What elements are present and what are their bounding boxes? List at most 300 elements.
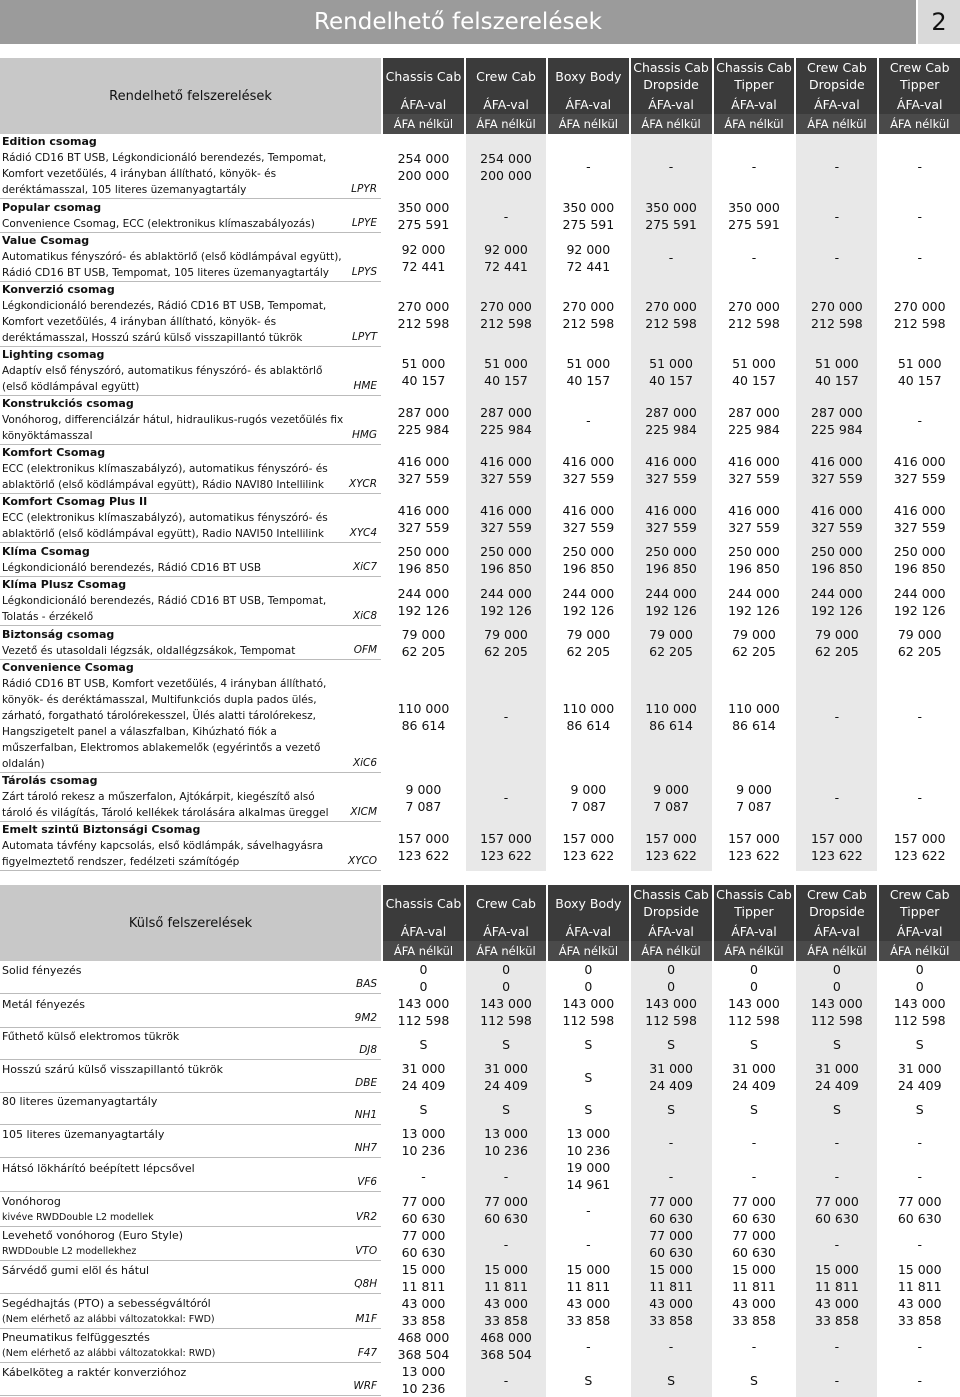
price-with-vat: 416 000 <box>893 453 946 469</box>
price-with-vat: 270 000 <box>811 298 863 314</box>
price-with-vat: 77 000 <box>649 1228 693 1243</box>
price-cell <box>795 1094 878 1125</box>
price-cell <box>795 134 878 199</box>
option-code: XICM <box>350 806 378 818</box>
price-cell <box>878 1193 960 1227</box>
package-box <box>0 660 381 773</box>
package-description <box>0 347 382 396</box>
price-without-vat: 24 409 <box>897 1078 942 1093</box>
price-cell <box>713 1029 796 1060</box>
price-without-vat: 196 850 <box>728 561 780 576</box>
price-with-vat: 250 000 <box>562 544 615 559</box>
price-with-vat: - <box>917 1236 922 1252</box>
price-with-vat: 143 000 <box>893 996 946 1011</box>
price-with-vat: - <box>586 1236 591 1252</box>
price-with-vat: - <box>834 1338 840 1354</box>
price-without-vat: 368 504 <box>480 1347 532 1362</box>
price-cell <box>465 995 547 1029</box>
price-without-vat: 225 984 <box>811 421 863 437</box>
price-without-vat: 11 811 <box>484 1279 528 1294</box>
afa-nelkul-header: ÁFA nélkül <box>547 941 629 961</box>
price-without-vat: 327 559 <box>562 470 615 486</box>
price-with-vat: 79 000 <box>897 627 942 642</box>
price-cell <box>547 445 629 494</box>
afa-val-header: ÁFA-val <box>878 94 960 114</box>
price-cell <box>382 1193 465 1227</box>
table-row <box>0 396 960 445</box>
package-description <box>0 660 382 773</box>
price-with-vat: 143 000 <box>397 996 450 1011</box>
price-with-vat: S <box>750 1037 758 1052</box>
price-with-vat: 0 <box>832 962 841 977</box>
price-with-vat: 43 000 <box>815 1296 859 1311</box>
price-with-vat: S <box>502 1102 510 1117</box>
price-without-vat: 112 598 <box>480 1013 532 1028</box>
table-row <box>0 1060 960 1094</box>
model-header <box>382 58 465 94</box>
price-cell <box>795 199 878 233</box>
price-with-vat: 79 000 <box>815 627 859 642</box>
model-name: Chassis Cab <box>716 60 792 75</box>
price-cell <box>465 233 547 282</box>
price-cell <box>547 347 629 396</box>
price-without-vat: 60 630 <box>815 1211 859 1226</box>
price-cell <box>630 347 713 396</box>
price-without-vat: 62 205 <box>732 644 776 659</box>
exterior-description <box>0 1159 382 1193</box>
price-cell <box>878 347 960 396</box>
price-without-vat: 192 126 <box>397 602 450 618</box>
package-box <box>0 577 381 626</box>
price-cell <box>630 199 713 233</box>
price-without-vat: 327 559 <box>893 470 946 486</box>
model-header <box>465 58 547 94</box>
price-with-vat: - <box>834 1372 840 1388</box>
price-cell <box>630 660 713 773</box>
package-description <box>0 233 382 282</box>
price-with-vat: 287 000 <box>728 404 780 420</box>
price-without-vat: 192 126 <box>728 602 780 618</box>
price-cell <box>547 1295 629 1329</box>
package-box <box>0 773 381 822</box>
price-cell <box>465 1060 547 1094</box>
price-cell <box>630 773 713 822</box>
package-title: Klíma Csomag <box>2 544 90 558</box>
price-cell <box>465 1094 547 1125</box>
package-contents: Rádió CD16 BT USB, Komfort vezetőülés, 4 irányban állítható, könyök- és deréktámasszal, Multifunkciós dupla pados ülés, zárható, forgatható tárolórekesszel, Ülés alatti tárolórekesz, Hangszigetelt panel a válaszfalban, Kihúzható fiók a műszerfalban, Elektromos ablakemelők (egyérintős a vezető oldalán) <box>2 678 327 770</box>
price-cell <box>382 199 465 233</box>
price-cell <box>795 396 878 445</box>
price-cell <box>465 626 547 660</box>
model-name: Chassis Cab <box>716 887 792 902</box>
page-title: Rendelhető felszerelések <box>314 9 602 35</box>
price-cell <box>630 1363 713 1397</box>
model-name: Crew Cab <box>807 887 867 902</box>
price-with-vat: 13 000 <box>484 1126 528 1141</box>
price-without-vat: 33 858 <box>649 1313 693 1328</box>
exterior-note: kivéve RWDDouble L2 modellek <box>2 1211 154 1223</box>
price-without-vat: 33 858 <box>732 1313 776 1328</box>
price-cell <box>878 1261 960 1295</box>
afa-nelkul-header: ÁFA nélkül <box>713 941 796 961</box>
price-without-vat: 10 236 <box>566 1143 611 1158</box>
price-with-vat: 51 000 <box>732 355 776 371</box>
price-cell <box>713 199 796 233</box>
model-header <box>630 885 713 921</box>
price-cell <box>630 961 713 995</box>
afa-val-header: ÁFA-val <box>382 921 465 941</box>
table-row <box>0 995 960 1029</box>
price-with-vat: 416 000 <box>562 502 615 518</box>
model-name: Chassis Cab <box>385 895 462 911</box>
package-description <box>0 282 382 347</box>
price-with-vat: 287 000 <box>811 404 863 420</box>
price-cell <box>547 1060 629 1094</box>
price-cell <box>382 134 465 199</box>
price-cell <box>630 1193 713 1227</box>
price-with-vat: 51 000 <box>401 355 446 371</box>
price-with-vat: 244 000 <box>480 585 532 601</box>
price-without-vat: 212 598 <box>645 315 697 331</box>
price-with-vat: 157 000 <box>645 830 697 846</box>
price-cell <box>795 773 878 822</box>
price-cell <box>795 1159 878 1193</box>
price-with-vat: 416 000 <box>397 502 450 518</box>
option-code: VR2 <box>355 1210 378 1223</box>
price-without-vat: 24 409 <box>401 1078 446 1093</box>
price-with-vat: - <box>668 159 674 174</box>
price-cell <box>878 1094 960 1125</box>
price-without-vat: 62 205 <box>566 644 611 659</box>
price-cell <box>465 577 547 626</box>
price-with-vat: S <box>584 1069 593 1085</box>
price-without-vat: 212 598 <box>893 315 946 331</box>
package-box <box>0 347 381 396</box>
price-cell <box>713 134 796 199</box>
price-with-vat: 244 000 <box>811 585 863 601</box>
price-without-vat: 60 630 <box>401 1245 446 1260</box>
price-cell <box>713 1094 796 1125</box>
package-title: Lighting csomag <box>2 348 105 361</box>
price-without-vat: 0 <box>750 979 758 994</box>
price-with-vat: 0 <box>667 962 676 977</box>
exterior-label: Vonóhorog <box>2 1194 61 1208</box>
price-cell <box>382 1227 465 1261</box>
price-with-vat: 157 000 <box>562 830 615 846</box>
price-without-vat: 24 409 <box>815 1078 859 1093</box>
model-variant: Dropside <box>809 904 865 919</box>
table-row <box>0 494 960 543</box>
table-row <box>0 134 960 199</box>
afa-val-header: ÁFA-val <box>630 921 713 941</box>
price-cell <box>382 494 465 543</box>
price-with-vat: 0 <box>750 962 758 977</box>
table-row <box>0 233 960 282</box>
price-cell <box>795 1029 878 1060</box>
price-cell <box>382 773 465 822</box>
price-without-vat: 196 850 <box>893 561 946 576</box>
exterior-description <box>0 1094 382 1125</box>
price-without-vat: 7 087 <box>405 798 442 814</box>
exterior-note: RWDDouble L2 modellekhez <box>2 1245 137 1257</box>
option-code: WRF <box>353 1379 378 1392</box>
price-cell <box>795 961 878 995</box>
price-with-vat: 250 000 <box>893 544 946 559</box>
price-cell <box>465 961 547 995</box>
price-cell <box>713 1125 796 1159</box>
exterior-box <box>0 1228 381 1261</box>
option-code: NH1 <box>354 1109 378 1121</box>
model-name: Crew Cab <box>889 887 950 902</box>
price-with-vat: 110 000 <box>728 700 780 716</box>
exterior-box <box>0 1029 381 1060</box>
price-with-vat: - <box>668 1168 674 1184</box>
price-with-vat: 350 000 <box>562 200 615 215</box>
price-cell <box>795 233 878 282</box>
table-row <box>0 199 960 233</box>
price-with-vat: 31 000 <box>897 1061 942 1076</box>
price-without-vat: 11 811 <box>401 1279 446 1294</box>
package-title: Konverzió csomag <box>2 283 115 296</box>
price-cell <box>465 660 547 773</box>
price-cell <box>630 822 713 871</box>
exterior-label: 80 literes üzemanyagtartály <box>2 1095 158 1108</box>
price-without-vat: 0 <box>584 979 593 994</box>
model-header <box>630 58 713 94</box>
afa-nelkul-header: ÁFA nélkül <box>630 941 713 961</box>
price-cell <box>878 1029 960 1060</box>
price-with-vat: - <box>503 709 509 724</box>
model-name: Chassis Cab <box>633 887 709 902</box>
price-cell <box>547 1227 629 1261</box>
price-with-vat: 77 000 <box>401 1194 446 1209</box>
price-cell <box>713 626 796 660</box>
model-variant: Tipper <box>734 904 774 919</box>
price-cell <box>878 660 960 773</box>
exterior-description <box>0 995 382 1029</box>
price-cell <box>630 233 713 282</box>
price-without-vat: 123 622 <box>893 847 946 863</box>
package-description <box>0 199 382 233</box>
price-with-vat: 143 000 <box>645 996 697 1011</box>
model-header <box>795 58 878 94</box>
price-without-vat: 62 205 <box>897 644 942 659</box>
price-without-vat: 225 984 <box>480 421 532 437</box>
price-with-vat: 19 000 <box>566 1160 611 1175</box>
model-header <box>465 885 547 921</box>
price-with-vat: 350 000 <box>645 200 697 215</box>
model-name: Crew Cab <box>476 895 536 911</box>
afa-val-header: ÁFA-val <box>547 921 629 941</box>
price-cell <box>630 1094 713 1125</box>
price-cell <box>795 494 878 543</box>
price-with-vat: 143 000 <box>480 996 532 1011</box>
price-cell <box>878 1363 960 1397</box>
price-with-vat: 0 <box>502 962 511 977</box>
option-code: LPYS <box>351 266 378 278</box>
price-with-vat: 157 000 <box>893 830 946 846</box>
price-without-vat: 40 157 <box>732 372 776 388</box>
price-without-vat: 123 622 <box>397 847 450 863</box>
price-with-vat: 270 000 <box>480 298 532 314</box>
table-row <box>0 1029 960 1060</box>
price-with-vat: - <box>917 159 922 174</box>
exterior-label: Fűthető külső elektromos tükrök <box>2 1030 180 1043</box>
model-name: Crew Cab <box>806 60 867 75</box>
exterior-description <box>0 1193 382 1227</box>
afa-val-header: ÁFA-val <box>878 921 960 941</box>
price-with-vat: S <box>915 1037 924 1052</box>
package-contents: Vonóhorog, differenciálzár hátul, hidraulikus-rugós vezetőülés fix könyöktámasszal <box>2 414 344 442</box>
price-cell <box>547 995 629 1029</box>
price-without-vat: 86 614 <box>566 717 611 733</box>
price-with-vat: 244 000 <box>645 585 697 601</box>
price-cell <box>878 396 960 445</box>
price-cell <box>547 1363 629 1397</box>
price-cell <box>630 1060 713 1094</box>
price-with-vat: S <box>502 1037 510 1052</box>
exterior-label: Pneumatikus felfüggesztés <box>2 1330 150 1344</box>
price-with-vat: 244 000 <box>893 585 946 601</box>
section-title: Külső felszerelések <box>0 885 382 961</box>
price-without-vat: 0 <box>667 979 676 994</box>
table-row <box>0 445 960 494</box>
price-without-vat: 40 157 <box>566 372 611 388</box>
price-cell <box>795 995 878 1029</box>
price-cell <box>465 445 547 494</box>
model-name: Boxy Body <box>555 68 622 84</box>
price-without-vat: 24 409 <box>649 1078 693 1093</box>
table-row <box>0 543 960 577</box>
price-cell <box>878 282 960 347</box>
option-code: F47 <box>357 1346 378 1359</box>
price-with-vat: 254 000 <box>480 150 532 166</box>
price-with-vat: S <box>584 1037 593 1052</box>
price-without-vat: 60 630 <box>649 1245 693 1260</box>
price-cell <box>878 577 960 626</box>
price-without-vat: 10 236 <box>401 1143 446 1158</box>
exterior-box <box>0 1263 381 1294</box>
price-with-vat: - <box>834 208 840 224</box>
package-title: Klíma Plusz Csomag <box>2 578 127 591</box>
option-code: LPYT <box>352 331 378 343</box>
price-without-vat: 225 984 <box>728 421 780 437</box>
price-cell <box>465 1363 547 1397</box>
price-with-vat: 9 000 <box>405 781 442 797</box>
price-without-vat: 368 504 <box>397 1347 450 1362</box>
price-without-vat: 327 559 <box>562 519 615 535</box>
price-cell <box>795 626 878 660</box>
package-box <box>0 822 381 871</box>
price-cell <box>713 543 796 577</box>
price-with-vat: 79 000 <box>649 627 693 642</box>
price-with-vat: 79 000 <box>732 627 776 642</box>
price-cell <box>630 995 713 1029</box>
table-row <box>0 1159 960 1193</box>
price-cell <box>713 995 796 1029</box>
price-without-vat: 123 622 <box>728 847 780 863</box>
price-with-vat: 79 000 <box>401 627 446 642</box>
price-cell <box>630 494 713 543</box>
price-without-vat: 212 598 <box>811 315 863 331</box>
price-without-vat: 200 000 <box>397 167 450 183</box>
price-cell <box>382 1295 465 1329</box>
price-without-vat: 11 811 <box>897 1279 942 1294</box>
table-row <box>0 1094 960 1125</box>
price-with-vat: S <box>667 1102 676 1117</box>
price-without-vat: 33 858 <box>566 1313 611 1328</box>
exterior-box <box>0 1094 381 1125</box>
price-cell <box>547 282 629 347</box>
option-code: XYC4 <box>349 527 378 539</box>
price-with-vat: 31 000 <box>732 1061 776 1076</box>
afa-nelkul-header: ÁFA nélkül <box>382 941 465 961</box>
price-cell <box>878 626 960 660</box>
price-with-vat: - <box>503 208 509 224</box>
price-cell <box>878 961 960 995</box>
price-without-vat: 112 598 <box>811 1013 863 1028</box>
price-with-vat: 92 000 <box>484 241 528 257</box>
price-with-vat: 416 000 <box>480 502 532 518</box>
price-without-vat: 112 598 <box>893 1013 946 1028</box>
price-with-vat: 79 000 <box>566 627 611 642</box>
price-with-vat: - <box>834 1134 840 1150</box>
exterior-box <box>0 1194 381 1227</box>
afa-nelkul-header: ÁFA nélkül <box>878 941 960 961</box>
price-with-vat: - <box>751 1338 757 1354</box>
package-title: Komfort Csomag Plus II <box>2 495 148 508</box>
exterior-box <box>0 1127 381 1158</box>
price-without-vat: 200 000 <box>480 167 532 183</box>
price-with-vat: 416 000 <box>645 453 697 469</box>
price-cell <box>713 1227 796 1261</box>
price-without-vat: 123 622 <box>480 847 532 863</box>
price-with-vat: 13 000 <box>401 1126 446 1141</box>
package-description <box>0 396 382 445</box>
price-with-vat: 416 000 <box>811 453 863 469</box>
model-name: Chassis Cab <box>633 60 709 75</box>
exterior-label: 105 literes üzemanyagtartály <box>2 1127 165 1141</box>
price-with-vat: - <box>586 1338 591 1354</box>
price-cell <box>547 1094 629 1125</box>
package-title: Tárolás csomag <box>2 774 98 787</box>
price-with-vat: 51 000 <box>649 355 693 371</box>
price-with-vat: S <box>584 1102 593 1117</box>
price-with-vat: 416 000 <box>397 453 450 469</box>
option-code: DJ8 <box>359 1044 378 1056</box>
afa-val-header: ÁFA-val <box>630 94 713 114</box>
package-contents: Vezető és utasoldali légzsák, oldallégzsákok, Tempomat <box>2 644 296 657</box>
model-variant: Dropside <box>809 77 865 92</box>
price-cell <box>465 1125 547 1159</box>
option-code: OFM <box>353 643 378 656</box>
price-without-vat: 62 205 <box>649 644 693 659</box>
price-cell <box>878 1060 960 1094</box>
price-with-vat: 51 000 <box>897 355 942 371</box>
package-title: Komfort Csomag <box>2 446 106 459</box>
price-with-vat: 13 000 <box>566 1126 611 1141</box>
table-row <box>0 347 960 396</box>
price-with-vat: - <box>503 1236 509 1252</box>
table-row <box>0 1193 960 1227</box>
afa-nelkul-header: ÁFA nélkül <box>547 114 629 134</box>
price-cell <box>878 1159 960 1193</box>
price-without-vat: 60 630 <box>732 1211 776 1226</box>
price-with-vat: - <box>834 159 840 174</box>
price-without-vat: 60 630 <box>649 1211 693 1226</box>
table-row <box>0 773 960 822</box>
model-name: Boxy Body <box>555 895 622 911</box>
